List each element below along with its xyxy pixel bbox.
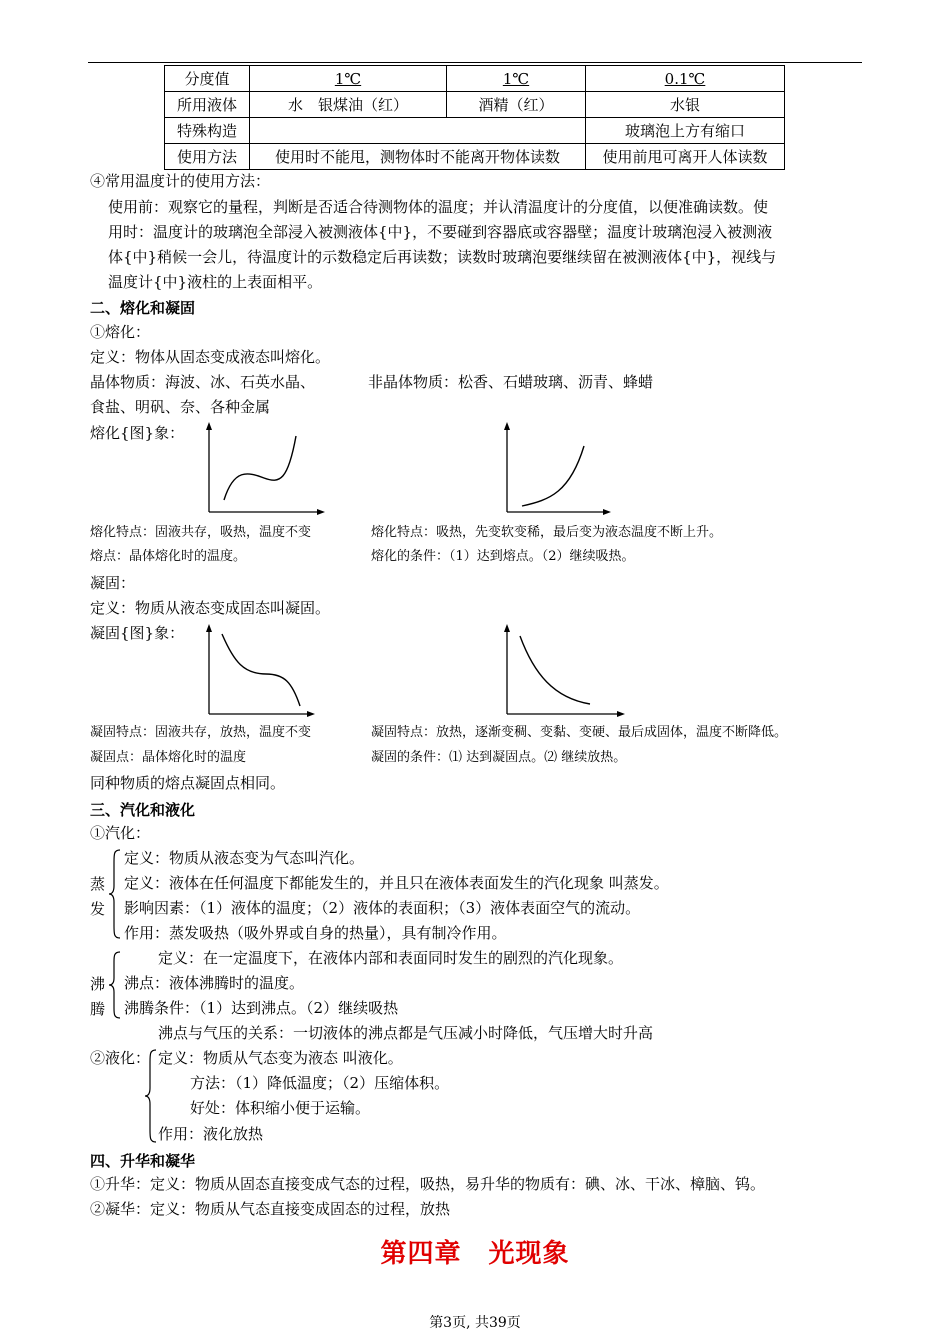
melting-condition: 熔化的条件：（1）达到熔点。（2）继续吸热。 — [371, 549, 635, 564]
table-row — [165, 118, 785, 144]
section-heading: 四、升华和凝华 — [90, 1152, 196, 1170]
table-cell — [250, 118, 586, 144]
subsection-title: ①熔化： — [90, 323, 151, 341]
desublimation-line: ②凝华：定义：物质从气态直接变成固态的过程，放热 — [90, 1200, 451, 1218]
chapter-title: 第四章 光现象 — [380, 1239, 570, 1269]
evaporation-item: 作用：蒸发吸热（吸外界或自身的热量），具有制冷作用。 — [124, 924, 507, 942]
liquefaction-item: 好处：体积缩小便于运输。 — [190, 1099, 371, 1117]
boiling-item: 沸点与气压的关系：一切液体的沸点都是气压减小时降低，气压增大时升高 — [158, 1024, 654, 1042]
row-label: 分度值 — [165, 66, 250, 92]
boiling-item: 沸腾条件：（1）达到沸点。（2）继续吸热 — [124, 999, 399, 1017]
top-rule — [88, 62, 862, 63]
table-cell: 0.1℃ — [586, 66, 785, 92]
melting-feature-noncrystal: 熔化特点：吸热，先变软变稀，最后变为液态温度不断上升。 — [371, 525, 723, 540]
crystal-list: 晶体物质：海波、冰、石英水晶、 — [90, 373, 316, 391]
table-cell: 水 银煤油（红） — [250, 92, 447, 118]
thermometer-title: ④常用温度计的使用方法： — [90, 172, 271, 190]
evaporation-item: 影响因素：（1）液体的温度；（2）液体的表面积；（3）液体表面空气的流动。 — [124, 899, 641, 917]
graph-label: 凝固{图}象： — [90, 624, 185, 642]
thermometer-line: 体{中}稍候一会儿，待温度计的示数稳定后再读数；读数时玻璃泡要继续留在被测液体{中}，视线与 — [108, 248, 777, 266]
table-row — [165, 144, 785, 170]
table-row — [165, 92, 785, 118]
table-cell: 使用前甩可离开人体读数 — [586, 144, 785, 170]
row-label: 特殊构造 — [165, 118, 250, 144]
boiling-label: 沸腾 — [90, 975, 106, 1018]
evaporation-brace — [108, 848, 122, 940]
thermometer-table — [164, 65, 785, 170]
crystal-solidify-graph — [200, 622, 330, 722]
melting-point: 熔点：晶体熔化时的温度。 — [90, 549, 247, 564]
subsection-title: 凝固： — [90, 574, 136, 592]
sublimation-line: ①升华：定义：物质从固态直接变成气态的过程，吸热，易升华的物质有：碘、冰、干冰、樟脑、钨。 — [90, 1175, 766, 1193]
crystal-list-continued: 食盐、明矾、奈、各种金属 — [90, 398, 271, 416]
thermometer-line: 使用前：观察它的量程，判断是否适合待测物体的温度；并认清温度计的分度值，以便准确读数。使 — [108, 198, 769, 216]
crystal-melting-graph — [200, 420, 330, 520]
graph-label: 熔化{图}象： — [90, 424, 185, 442]
boiling-brace — [108, 950, 122, 1020]
section-heading: 二、熔化和凝固 — [90, 299, 196, 317]
table-cell: 使用时不能甩，测物体时不能离开物体读数 — [250, 144, 586, 170]
melting-feature-crystal: 熔化特点：固液共存，吸热，温度不变 — [90, 525, 312, 540]
evaporation-item: 定义：液体在任何温度下都能发生的，并且只在液体表面发生的汽化现象 叫蒸发。 — [124, 874, 669, 892]
subsection-title: ①汽化： — [90, 824, 151, 842]
boiling-item: 定义：在一定温度下，在液体内部和表面同时发生的剧烈的汽化现象。 — [158, 949, 624, 967]
section-heading: 三、汽化和液化 — [90, 801, 196, 819]
table-cell: 1℃ — [250, 66, 447, 92]
thermometer-line: 用时：温度计的玻璃泡全部浸入被测液体{中}，不要碰到容器底或容器壁；温度计玻璃泡浸入被测液 — [108, 223, 773, 241]
liquefaction-item: 定义：物质从气态变为液态 叫液化。 — [158, 1049, 403, 1067]
table-cell: 酒精（红） — [447, 92, 586, 118]
liquefaction-item: 方法：（1）降低温度；（2）压缩体积。 — [190, 1074, 450, 1092]
table-cell: 水银 — [586, 92, 785, 118]
definition: 定义：物质从液态变成固态叫凝固。 — [90, 599, 331, 617]
table-row — [165, 66, 785, 92]
page-footer: 第3页, 共39页 — [429, 1315, 521, 1331]
evaporation-item: 定义：物质从液态变为气态叫汽化。 — [124, 849, 365, 867]
table-cell: 1℃ — [447, 66, 586, 92]
solidify-feature-crystal: 凝固特点：固液共存，放热，温度不变 — [90, 725, 312, 740]
liquefaction-brace — [144, 1048, 158, 1144]
row-label: 使用方法 — [165, 144, 250, 170]
evaporation-label: 蒸发 — [90, 875, 106, 918]
noncrystal-solidify-graph — [498, 622, 628, 722]
solidify-point: 凝固点：晶体熔化时的温度 — [90, 750, 247, 765]
boiling-item: 沸点：液体沸腾时的温度。 — [124, 974, 305, 992]
solidify-feature-noncrystal: 凝固特点：放热，逐渐变稠、变黏、变硬、最后成固体，温度不断降低。 — [371, 725, 788, 740]
definition: 定义：物体从固态变成液态叫熔化。 — [90, 348, 331, 366]
same-point-note: 同种物质的熔点凝固点相同。 — [90, 774, 286, 792]
row-label: 所用液体 — [165, 92, 250, 118]
solidify-condition: 凝固的条件：⑴ 达到凝固点。⑵ 继续放热。 — [371, 750, 627, 765]
liquefaction-label: ②液化： — [90, 1049, 151, 1067]
noncrystal-list: 非晶体物质：松香、石蜡玻璃、沥青、蜂蜡 — [368, 373, 654, 391]
liquefaction-item: 作用：液化放热 — [158, 1125, 264, 1143]
thermometer-line: 温度计{中}液柱的上表面相平。 — [108, 273, 323, 291]
table-cell: 玻璃泡上方有缩口 — [586, 118, 785, 144]
noncrystal-melting-graph — [498, 420, 628, 520]
